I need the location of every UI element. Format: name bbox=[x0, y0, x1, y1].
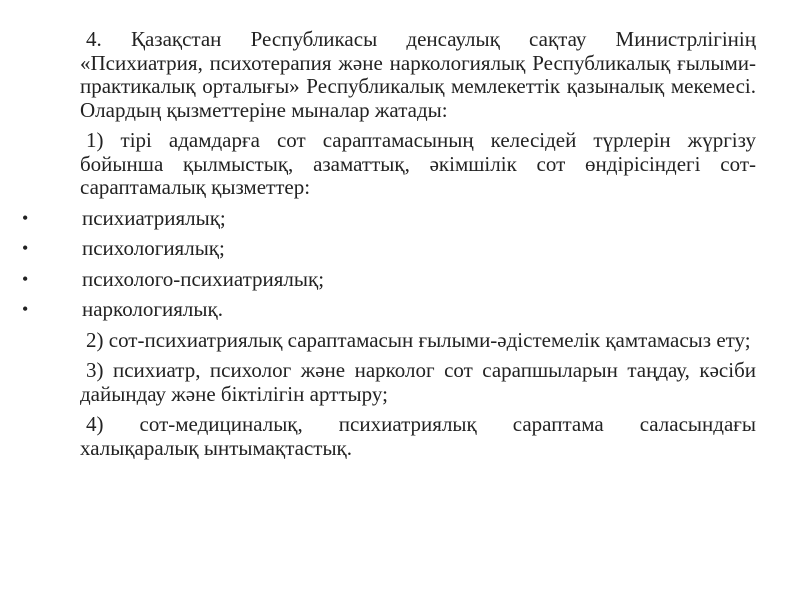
expertise-types-list bbox=[22, 205, 756, 322]
list-item-text: наркологиялық. bbox=[82, 297, 223, 321]
item-4-paragraph: 4) сот-медициналық, психиатриялық сараптама саласындағы халықаралық ынтымақтастық. bbox=[80, 412, 756, 460]
bullet-icon: • bbox=[22, 238, 29, 258]
bullet-icon: • bbox=[22, 299, 29, 319]
item-2-paragraph: 2) сот-психиатриялық сараптамасын ғылыми-әдістемелік қамтамасыз ету; bbox=[86, 327, 751, 352]
list-item bbox=[22, 205, 756, 231]
bullet-icon: • bbox=[22, 268, 29, 289]
list-item bbox=[22, 266, 756, 292]
list-item bbox=[22, 297, 756, 322]
bullet-icon: • bbox=[22, 207, 29, 228]
list-item-text: психолого-психиатриялық; bbox=[82, 266, 325, 291]
slide-content bbox=[22, 27, 756, 467]
item-3-paragraph: 3) психиатр, психолог және нарколог сот сарапшыларын таңдау, кәсіби дайындау және біктілігін арттыру; bbox=[80, 358, 756, 406]
list-item-text: психиатриялық; bbox=[82, 205, 226, 230]
list-item bbox=[22, 236, 756, 261]
intro-paragraph: 4. Қазақстан Республикасы денсаулық сақтау Министрлігінің «Психиатрия, психотерапия және наркологиялық Республикалық ғылыми-практикалық орталығы» Республикалық мемлекеттік қазыналық мекемесі. Олардың қызметтеріне мыналар жатады: bbox=[80, 27, 756, 122]
list-item-text: психологиялық; bbox=[82, 236, 225, 260]
item-1-paragraph: 1) тірі адамдарға сот сараптамасының келесідей түрлерін жүргізу бойынша қылмыстық, азаматтық, әкімшілік сот өндірісіндегі сот-сараптамалық қызметтер: bbox=[80, 128, 756, 199]
